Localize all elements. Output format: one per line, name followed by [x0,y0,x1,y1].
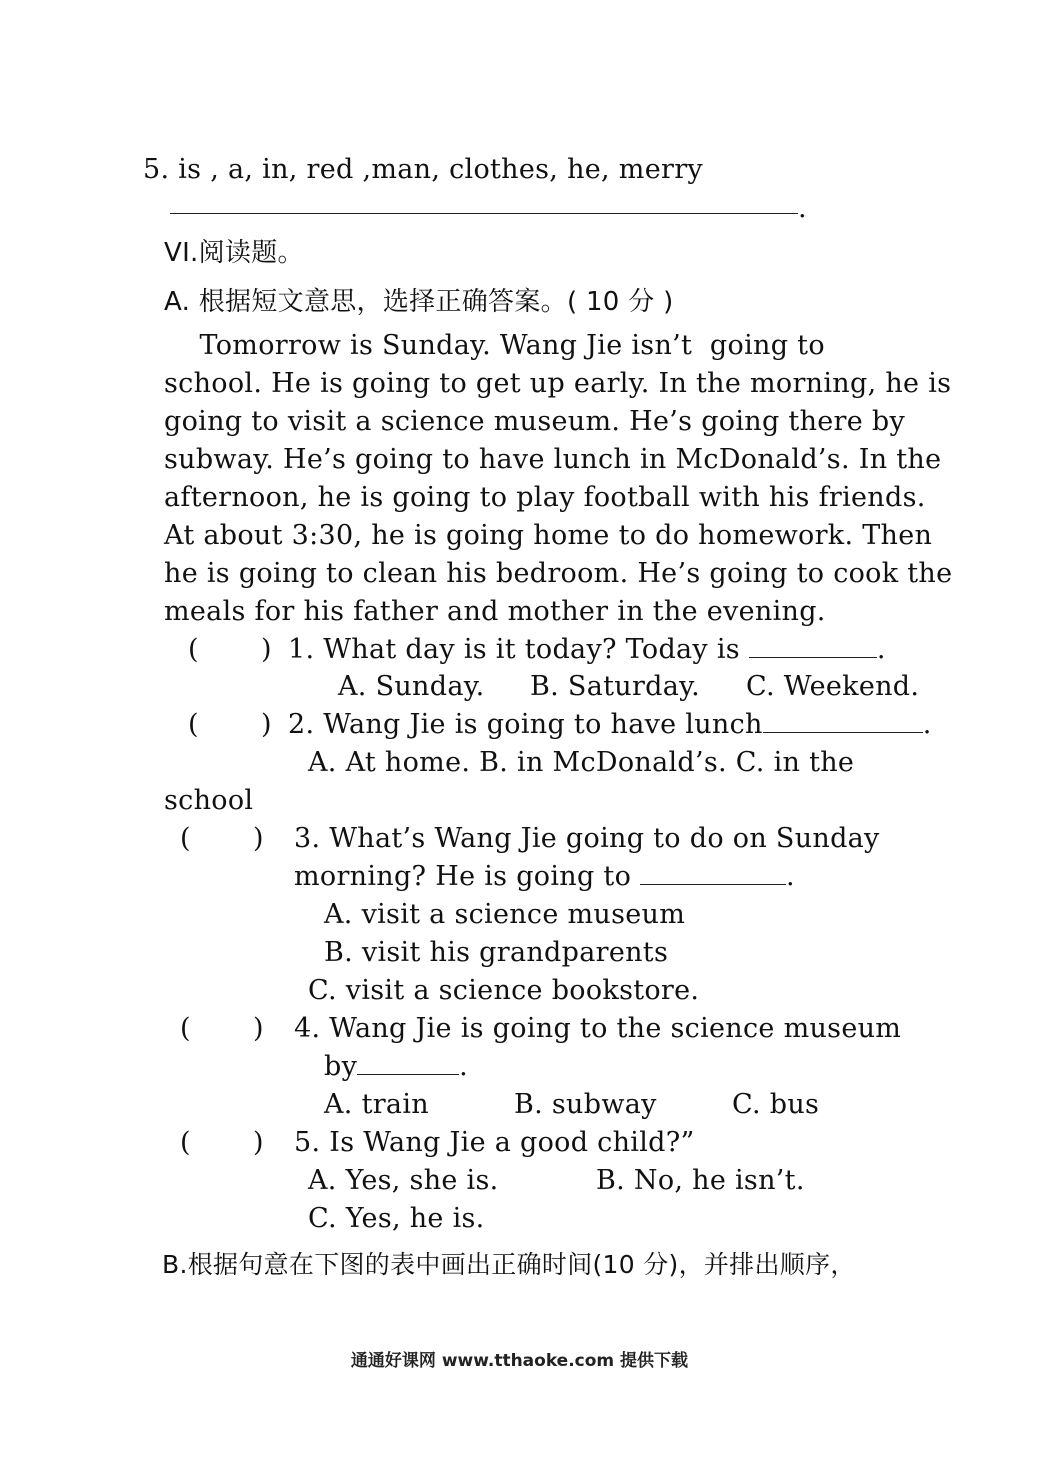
q4-blank[interactable] [357,1073,459,1075]
q5-answer-paren[interactable]: ( ) [180,1127,264,1158]
q4-stem-cont [324,1050,468,1084]
q4-stem: 4. Wang Jie is going to the science museum [294,1013,902,1044]
q1-answer-paren[interactable]: ( ) [188,634,272,665]
q4-option-c[interactable]: C. bus [732,1089,820,1120]
part-a-instruction: A. 根据短文意思，选择正确答案。( 10 分 ) [164,287,674,317]
q5-option-a[interactable]: A. Yes, she is. [308,1165,499,1196]
q4-end: . [459,1051,469,1082]
passage-line: afternoon, he is going to play football with his friends. [164,482,926,513]
q2-options[interactable]: A. At home. B. in McDonald’s. C. in the [308,747,855,778]
q3-end: . [786,861,795,892]
page-footer: 通通好课网 www.tthaoke.com 提供下载 [350,1351,689,1371]
passage-line: subway. He’s going to have lunch in McDonald’s. In the [164,444,942,475]
q4-answer-paren[interactable]: ( ) [180,1013,264,1044]
passage-line: he is going to clean his bedroom. He’s going to cook the [164,558,953,589]
passage-line: meals for his father and mother in the evening. [164,596,826,627]
q4-stem-cont-text: by [324,1051,358,1082]
passage-line: going to visit a science museum. He’s going there by [164,406,906,437]
q3-option-c[interactable]: C. visit a science bookstore. [308,975,700,1006]
q1-option-c[interactable]: C. Weekend. [746,671,920,702]
q2-options-cont[interactable]: school [164,785,254,816]
q2-answer-paren[interactable]: ( ) [188,709,272,740]
q2-stem-text: 2. Wang Jie is going to have lunch [288,709,763,740]
part-b-instruction: B.根据句意在下图的表中画出正确时间(10 分)，并排出顺序， [162,1250,856,1279]
q2-blank[interactable] [763,731,923,733]
q2-stem [288,708,932,742]
q1-option-b[interactable]: B. Saturday. [530,671,700,702]
q4-option-a[interactable]: A. train [324,1089,429,1120]
q5-option-c[interactable]: C. Yes, he is. [308,1203,485,1234]
section-vi-title: VI.阅读题。 [164,238,304,268]
q3-stem-cont [294,860,795,894]
q3-option-a[interactable]: A. visit a science museum [324,899,686,930]
q3-blank[interactable] [640,883,786,885]
q1-end: . [876,634,886,665]
q5-answer-line[interactable] [170,213,798,214]
q5-option-b[interactable]: B. No, he isn’t. [596,1165,805,1196]
q3-option-b[interactable]: B. visit his grandparents [324,937,669,968]
passage-line: At about 3:30, he is going home to do homework. Then [164,520,933,551]
q2-end: . [922,709,932,740]
passage-line: Tomorrow is Sunday. Wang Jie isn’t going to [164,330,825,361]
q4-option-b[interactable]: B. subway [514,1089,657,1120]
q3-stem-cont-text: morning? He is going to [294,861,641,892]
passage-line: school. He is going to get up early. In the morning, he is [164,368,952,399]
q5-answer-end: . [798,193,807,224]
q5-stem: 5. Is Wang Jie a good child?” [294,1127,695,1158]
q1-stem [288,633,886,667]
q1-stem-text: 1. What day is it today? Today is [288,634,749,665]
q1-option-a[interactable]: A. Sunday. [338,671,485,702]
q3-stem: 3. What’s Wang Jie going to do on Sunday [294,823,880,854]
q5-prompt: 5. is , a, in, red ,man, clothes, he, merry [143,154,703,185]
q3-answer-paren[interactable]: ( ) [180,823,264,854]
q1-blank[interactable] [749,656,877,658]
